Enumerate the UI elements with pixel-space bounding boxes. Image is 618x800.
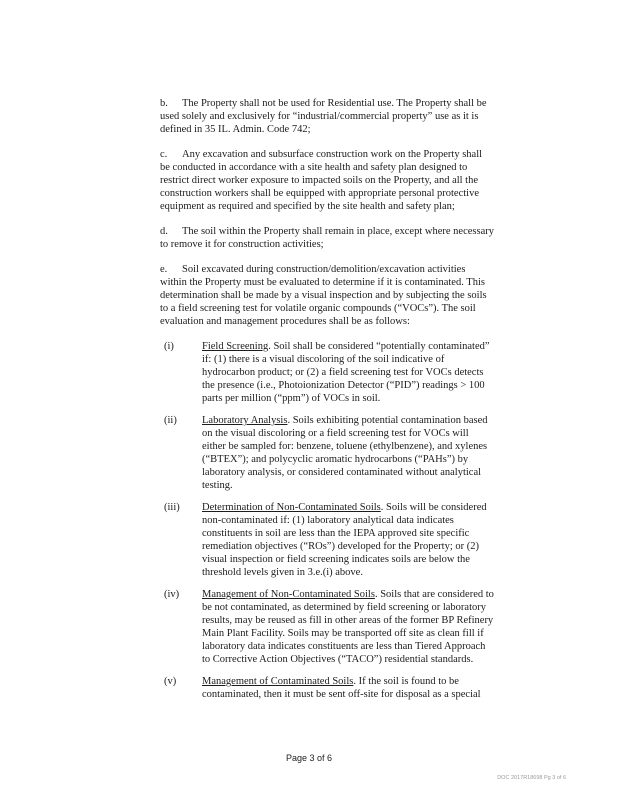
- paragraph-text: The Property shall not be used for Residential use. The Property shall be used solely and exclusively for “industrial/commercial property” use as it is defined in 35 IL. Admin. Code 742;: [160, 98, 487, 135]
- item-text: . Soil shall be considered “potentially contaminated” if: (1) there is a visual discoloring of the soil indicative of hydrocarbon product; or (2) a field screening test for VOCs detects the presence (i.e., Photoionization Detector (“PID”) readings > 100 parts per million (“ppm”) of VOCs in soil.: [202, 341, 490, 404]
- paragraph-label: b.: [160, 98, 168, 109]
- paragraph-text: Any excavation and subsurface construction work on the Property shall be conducted in accordance with a site health and safety plan designed to restrict direct worker exposure to impacted soils on the Property, and all the construction workers shall be equipped with appropriate personal protective equipment as required and specified by the site health and safety plan;: [160, 149, 483, 212]
- paragraph-label: c.: [160, 149, 168, 160]
- item-text: . Soils exhibiting potential contamination based on the visual discoloring or a field screening test for VOCs will either be sampled for: benzene, toluene (ethylbenzene), and xylenes (“BTEX”); and polycyclic aromatic hydrocarbons (“PAHs”) by laboratory analysis, or considered contaminated without analytical testing.: [202, 415, 488, 491]
- item-content: [202, 340, 494, 405]
- paragraph-text: The soil within the Property shall remain in place, except where necessary to remove it for construction activities;: [160, 226, 494, 250]
- list-item: [160, 414, 494, 492]
- item-number: (v): [164, 676, 177, 687]
- document-body: [160, 97, 494, 710]
- list-item: [160, 675, 494, 701]
- list-item: [160, 588, 494, 666]
- item-number: (iv): [164, 589, 180, 600]
- recording-stamp: DOC 2017R18698 Pg 3 of 6: [497, 775, 566, 781]
- item-number: (ii): [164, 415, 177, 426]
- item-heading: Laboratory Analysis: [202, 415, 288, 426]
- page-number: Page 3 of 6: [285, 753, 333, 763]
- procedure-list: [160, 340, 494, 701]
- item-content: [202, 675, 494, 701]
- item-content: [202, 414, 494, 492]
- paragraph-d: [160, 225, 494, 251]
- item-heading: Management of Non-Contaminated Soils: [202, 589, 375, 600]
- item-number: (i): [164, 341, 174, 352]
- paragraph-b: [160, 97, 494, 136]
- item-number: (iii): [164, 502, 180, 513]
- item-text: . If the soil is found to be contaminated, then it must be sent off-site for disposal as a special: [202, 676, 481, 700]
- item-heading: Field Screening: [202, 341, 269, 352]
- paragraph-e: [160, 263, 494, 328]
- item-heading: Determination of Non-Contaminated Soils: [202, 502, 381, 513]
- list-item: [160, 501, 494, 579]
- list-item: [160, 340, 494, 405]
- item-content: [202, 588, 494, 666]
- item-content: [202, 501, 494, 579]
- item-text: . Soils will be considered non-contaminated if: (1) laboratory analytical data indicates constituents in soil are less than the IEPA approved site specific remediation objectives (“ROs”) developed for the Property; or (2) visual inspection or field screening indicates soils are below the threshold levels given in 3.e.(i) above.: [202, 502, 487, 578]
- paragraph-label: e.: [160, 264, 168, 275]
- paragraph-label: d.: [160, 226, 168, 237]
- item-heading: Management of Contaminated Soils: [202, 676, 354, 687]
- paragraph-c: [160, 148, 494, 213]
- item-text: . Soils that are considered to be not contaminated, as determined by field screening or laboratory results, may be reused as fill in other areas of the former BP Refinery Main Plant Facility. Soils may be transported off site as clean fill if laboratory data indicates constituents are less than Tiered Approach to Corrective Action Objectives (“TACO”) residential standards.: [202, 589, 494, 665]
- paragraph-text: Soil excavated during construction/demolition/excavation activities within the Property must be evaluated to determine if it is contaminated. This determination shall be made by a visual inspection and by subjecting the soils to a field screening test for volatile organic compounds (“VOCs”). The soil evaluation and management procedures shall be as follows:: [160, 264, 487, 327]
